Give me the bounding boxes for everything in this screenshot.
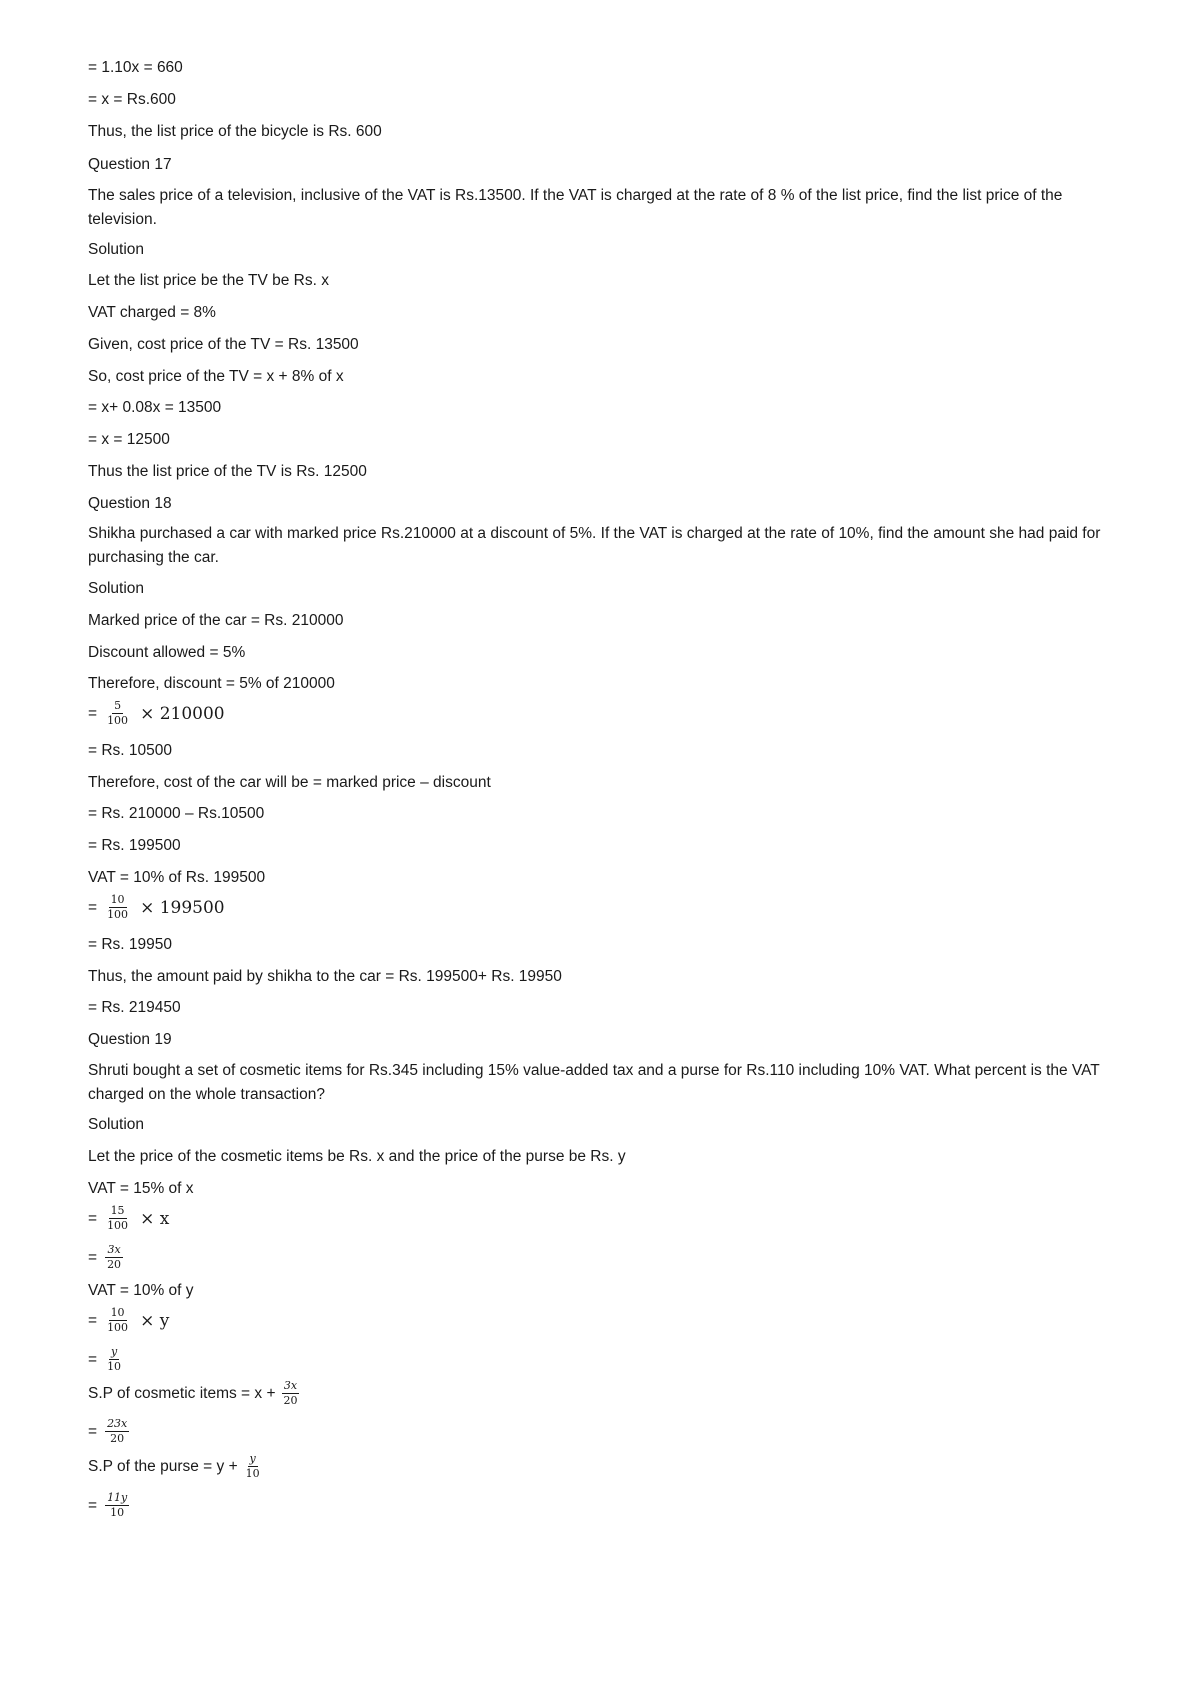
fraction xyxy=(105,700,130,727)
fraction xyxy=(105,1307,130,1334)
math-expression xyxy=(88,1205,169,1232)
text-line: Thus, the amount paid by shikha to the car = Rs. 199500+ Rs. 19950 xyxy=(88,968,562,985)
solution-heading-18: Solution xyxy=(88,580,145,597)
text-line: Given, cost price of the TV = Rs. 13500 xyxy=(88,336,359,353)
fraction-numerator: 3x xyxy=(107,1243,121,1256)
text-line: Let the price of the cosmetic items be Rs. x and the price of the purse be Rs. y xyxy=(88,1148,626,1165)
text-line: Discount allowed = 5% xyxy=(88,644,246,661)
fraction-denominator: 100 xyxy=(107,908,129,921)
math-expression xyxy=(88,1307,169,1334)
fraction xyxy=(105,1492,129,1519)
question-17-text: The sales price of a television, inclusive of the VAT is Rs.13500. If the VAT is charged at the rate of 8 % of the list price, find the list price of the television. xyxy=(88,187,1063,228)
question-heading-18: Question 18 xyxy=(88,495,172,512)
math-expression xyxy=(88,1418,129,1445)
fraction xyxy=(244,1453,262,1480)
text-line: VAT = 15% of x xyxy=(88,1180,194,1197)
fraction-denominator: 10 xyxy=(107,1360,122,1373)
math-rhs: × 199500 xyxy=(140,897,225,918)
text-line: Therefore, discount = 5% of 210000 xyxy=(88,675,335,692)
math-expression xyxy=(88,894,225,921)
text-line: Let the list price be the TV be Rs. x xyxy=(88,272,329,289)
equals-sign: = xyxy=(88,1422,98,1440)
fraction-numerator: 10 xyxy=(110,1306,125,1319)
fraction-numerator: 5 xyxy=(114,699,122,712)
text-line: Marked price of the car = Rs. 210000 xyxy=(88,612,344,629)
solution-heading-17: Solution xyxy=(88,241,145,258)
fraction-denominator: 100 xyxy=(107,714,129,727)
equals-sign: = xyxy=(88,1248,98,1266)
math-expression xyxy=(88,1244,123,1271)
question-heading-17: Question 17 xyxy=(88,156,172,173)
math-prefix-text: S.P of the purse = y + xyxy=(88,1457,238,1475)
equals-sign: = xyxy=(88,1350,98,1368)
text-line: Thus, the list price of the bicycle is Rs. 600 xyxy=(88,123,382,140)
text-line: = Rs. 19950 xyxy=(88,936,173,953)
math-prefix-text: S.P of cosmetic items = x + xyxy=(88,1384,276,1402)
fraction xyxy=(105,1244,123,1271)
fraction xyxy=(282,1380,300,1407)
text-line: = Rs. 10500 xyxy=(88,742,173,759)
text-line: = Rs. 199500 xyxy=(88,837,181,854)
equals-sign: = xyxy=(88,704,98,722)
fraction-numerator: 15 xyxy=(110,1204,125,1217)
math-expression xyxy=(88,1492,129,1519)
fraction-denominator: 100 xyxy=(107,1219,129,1232)
text-line: = x = 12500 xyxy=(88,431,170,448)
fraction-numerator: y xyxy=(110,1345,118,1358)
equals-sign: = xyxy=(88,898,98,916)
text-line: = Rs. 210000 – Rs.10500 xyxy=(88,805,265,822)
fraction-denominator: 20 xyxy=(107,1258,122,1271)
fraction xyxy=(105,894,130,921)
solution-heading-19: Solution xyxy=(88,1116,145,1133)
fraction xyxy=(105,1418,129,1445)
equals-sign: = xyxy=(88,1496,98,1514)
question-18-text: Shikha purchased a car with marked price Rs.210000 at a discount of 5%. If the VAT is charged at the rate of 10%, find the amount she had paid for purchasing the car. xyxy=(88,525,1101,566)
text-line: = x = Rs.600 xyxy=(88,91,176,108)
text-line: VAT = 10% of y xyxy=(88,1282,194,1299)
math-rhs: × 210000 xyxy=(140,703,225,724)
fraction-numerator: 11y xyxy=(107,1491,128,1504)
math-expression xyxy=(88,700,225,727)
fraction-numerator: 23x xyxy=(107,1417,128,1430)
fraction-denominator: 20 xyxy=(283,1394,298,1407)
fraction-numerator: 10 xyxy=(110,893,125,906)
text-line: = x+ 0.08x = 13500 xyxy=(88,399,222,416)
fraction-denominator: 100 xyxy=(107,1321,129,1334)
fraction xyxy=(105,1346,123,1373)
question-19-text: Shruti bought a set of cosmetic items for Rs.345 including 15% value-added tax and a purse for Rs.110 including 10% VAT. What percent is the VAT charged on the whole transaction? xyxy=(88,1062,1100,1103)
equals-sign: = xyxy=(88,1311,98,1329)
text-line: VAT charged = 8% xyxy=(88,304,216,321)
text-line: Thus the list price of the TV is Rs. 12500 xyxy=(88,463,367,480)
math-expression xyxy=(88,1453,262,1480)
fraction-numerator: y xyxy=(249,1452,256,1465)
question-heading-19: Question 19 xyxy=(88,1031,172,1048)
math-rhs: × y xyxy=(140,1310,170,1331)
fraction-denominator: 20 xyxy=(110,1432,125,1445)
math-expression xyxy=(88,1346,123,1373)
equals-sign: = xyxy=(88,1209,98,1227)
fraction-denominator: 10 xyxy=(110,1506,125,1519)
math-expression xyxy=(88,1380,300,1407)
text-line: = Rs. 219450 xyxy=(88,999,181,1016)
text-line: So, cost price of the TV = x + 8% of x xyxy=(88,368,344,385)
text-line: = 1.10x = 660 xyxy=(88,59,183,76)
fraction xyxy=(105,1205,130,1232)
fraction-numerator: 3x xyxy=(283,1379,298,1392)
text-line: VAT = 10% of Rs. 199500 xyxy=(88,869,266,886)
fraction-denominator: 10 xyxy=(245,1467,260,1480)
math-rhs: × x xyxy=(140,1208,170,1229)
text-line: Therefore, cost of the car will be = marked price – discount xyxy=(88,774,491,791)
